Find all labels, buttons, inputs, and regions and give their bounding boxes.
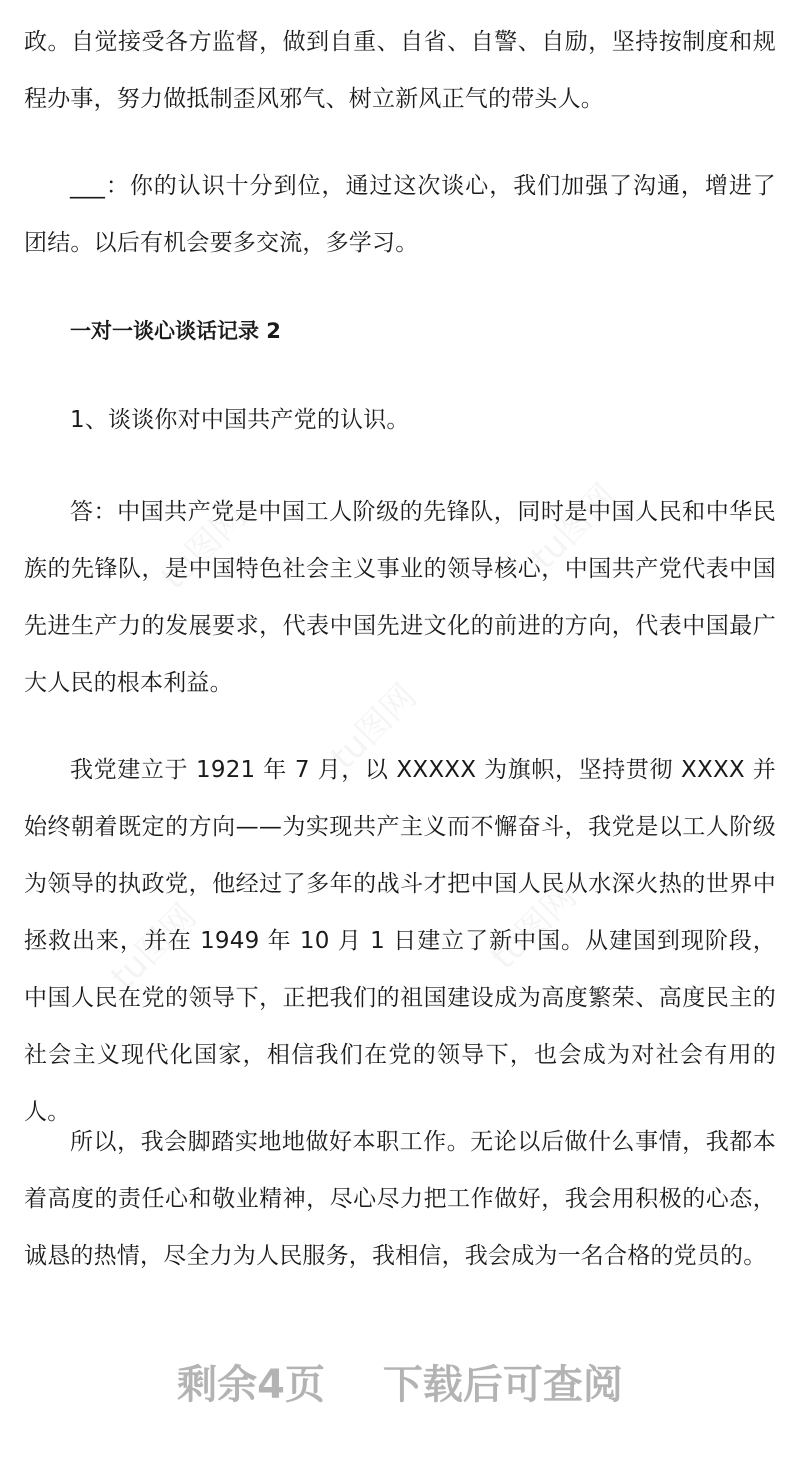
question-1: 1、谈谈你对中国共产党的认识。 (70, 407, 410, 433)
paragraph-pledge: 政。自觉接受各方监督，做到自重、自省、自警、自励，坚持按制度和规程办事，努力做抵制歪风邪气、树立新风正气的带头人。 (24, 29, 776, 112)
watermark: tu图网 (153, 496, 255, 598)
watermark: tu图网 (483, 876, 585, 978)
paragraph-commitment: 所以，我会脚踏实地地做好本职工作。无论以后做什么事情，我都本着高度的责任心和敬业精神，尽心尽力把工作做好，我会用积极的心态，诚恳的热情，尽全力为人民服务，我相信，我会成为一名合格的党员的。 (24, 1129, 776, 1269)
answer-1: 答：中国共产党是中国工人阶级的先锋队，同时是中国人民和中华民族的先锋队，是中国特色社会主义事业的领导核心，中国共产党代表中国先进生产力的发展要求，代表中国先进文化的前进的方向，代表中国最广大人民的根本利益。 (24, 499, 776, 696)
download-banner[interactable] (0, 1355, 800, 1415)
download-to-view-label: 下载后可查阅 (382, 1362, 623, 1408)
paragraph-reply: ___：你的认识十分到位，通过这次谈心，我们加强了沟通，增进了团结。以后有机会要多交流，多学习。 (24, 173, 776, 256)
watermark: tu图网 (523, 476, 625, 578)
section-heading: 一对一谈心谈话记录 2 (70, 319, 281, 343)
paragraph-history: 我党建立于 1921 年 7 月，以 XXXXX 为旗帜，坚持贯彻 XXXX 并始终朝着既定的方向——为实现共产主义而不懈奋斗，我党是以工人阶级为领导的执政党，他经过了多年的战斗才把中国人民从水深火热的世界中拯救出来，并在 1949 年 10 月 1 日建立了新中国。从建国到现阶段，中国人民在党的领导下，正把我们的祖国建设成为高度繁荣、高度民主的社会主义现代化国家，相信我们在党的领导下，也会成为对社会有用的人。 (24, 757, 776, 1125)
remaining-pages-label: 剩余4页 (177, 1362, 325, 1408)
watermark: tu图网 (103, 896, 205, 998)
watermark: tu图网 (323, 676, 425, 778)
